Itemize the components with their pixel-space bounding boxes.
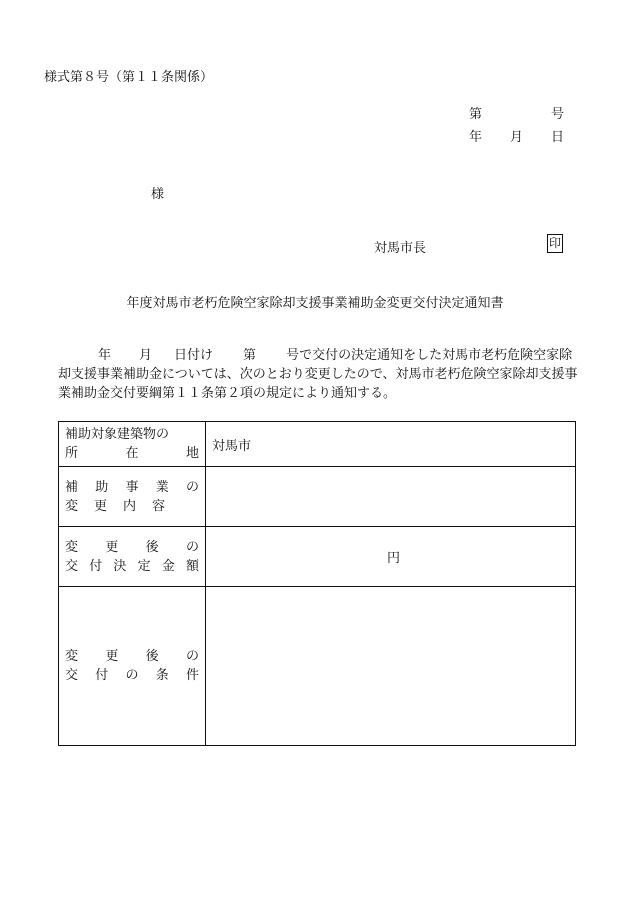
date-year: 年 [469, 130, 483, 145]
value-grant-amount-yen: 円 [206, 527, 576, 587]
value-grant-conditions [206, 587, 576, 746]
document-date-line [469, 126, 564, 145]
table-row [59, 587, 576, 746]
sender-title: 対馬市長 [374, 241, 427, 256]
date-day: 日 [550, 130, 564, 145]
body-month: 月 [139, 348, 153, 363]
body-paragraph [58, 346, 578, 403]
details-table [58, 421, 576, 746]
form-number-label: 様式第８号（第１１条関係） [44, 70, 214, 85]
label-location: 補助対象建築物の 所 在 地 [59, 422, 206, 467]
table-row [59, 527, 576, 587]
value-change-content [206, 467, 576, 527]
document-title: 年度対馬市老朽危険空家除却支援事業補助金変更交付決定通知書 [126, 296, 504, 311]
body-dated: 日付け [174, 348, 214, 363]
label-grant-amount: 変 更 後 の 交 付 決 定 金 額 [59, 527, 206, 587]
table-row [59, 422, 576, 467]
table-row [59, 467, 576, 527]
body-dai: 第 [243, 348, 257, 363]
seal-mark: 印 [547, 234, 563, 253]
document-number-line [469, 103, 564, 122]
date-month: 月 [509, 130, 523, 145]
addressee-honorific: 様 [151, 187, 165, 202]
value-location: 対馬市 [206, 422, 576, 467]
body-main-text: 号で交付の決定通知をした対馬市老朽危険空家除却支援事業補助金については、次のとおり変更したので、対馬市老朽危険空家除却支援事業補助金交付要綱第１１条第２項の規定により通知する。 [58, 348, 578, 401]
label-change-content: 補 助 事 業 の 変 更 内 容 [59, 467, 206, 527]
number-go: 号 [550, 107, 564, 122]
body-year: 年 [98, 348, 112, 363]
label-grant-conditions: 変 更 後 の 交 付 の 条 件 [59, 587, 206, 746]
number-dai: 第 [469, 107, 483, 122]
